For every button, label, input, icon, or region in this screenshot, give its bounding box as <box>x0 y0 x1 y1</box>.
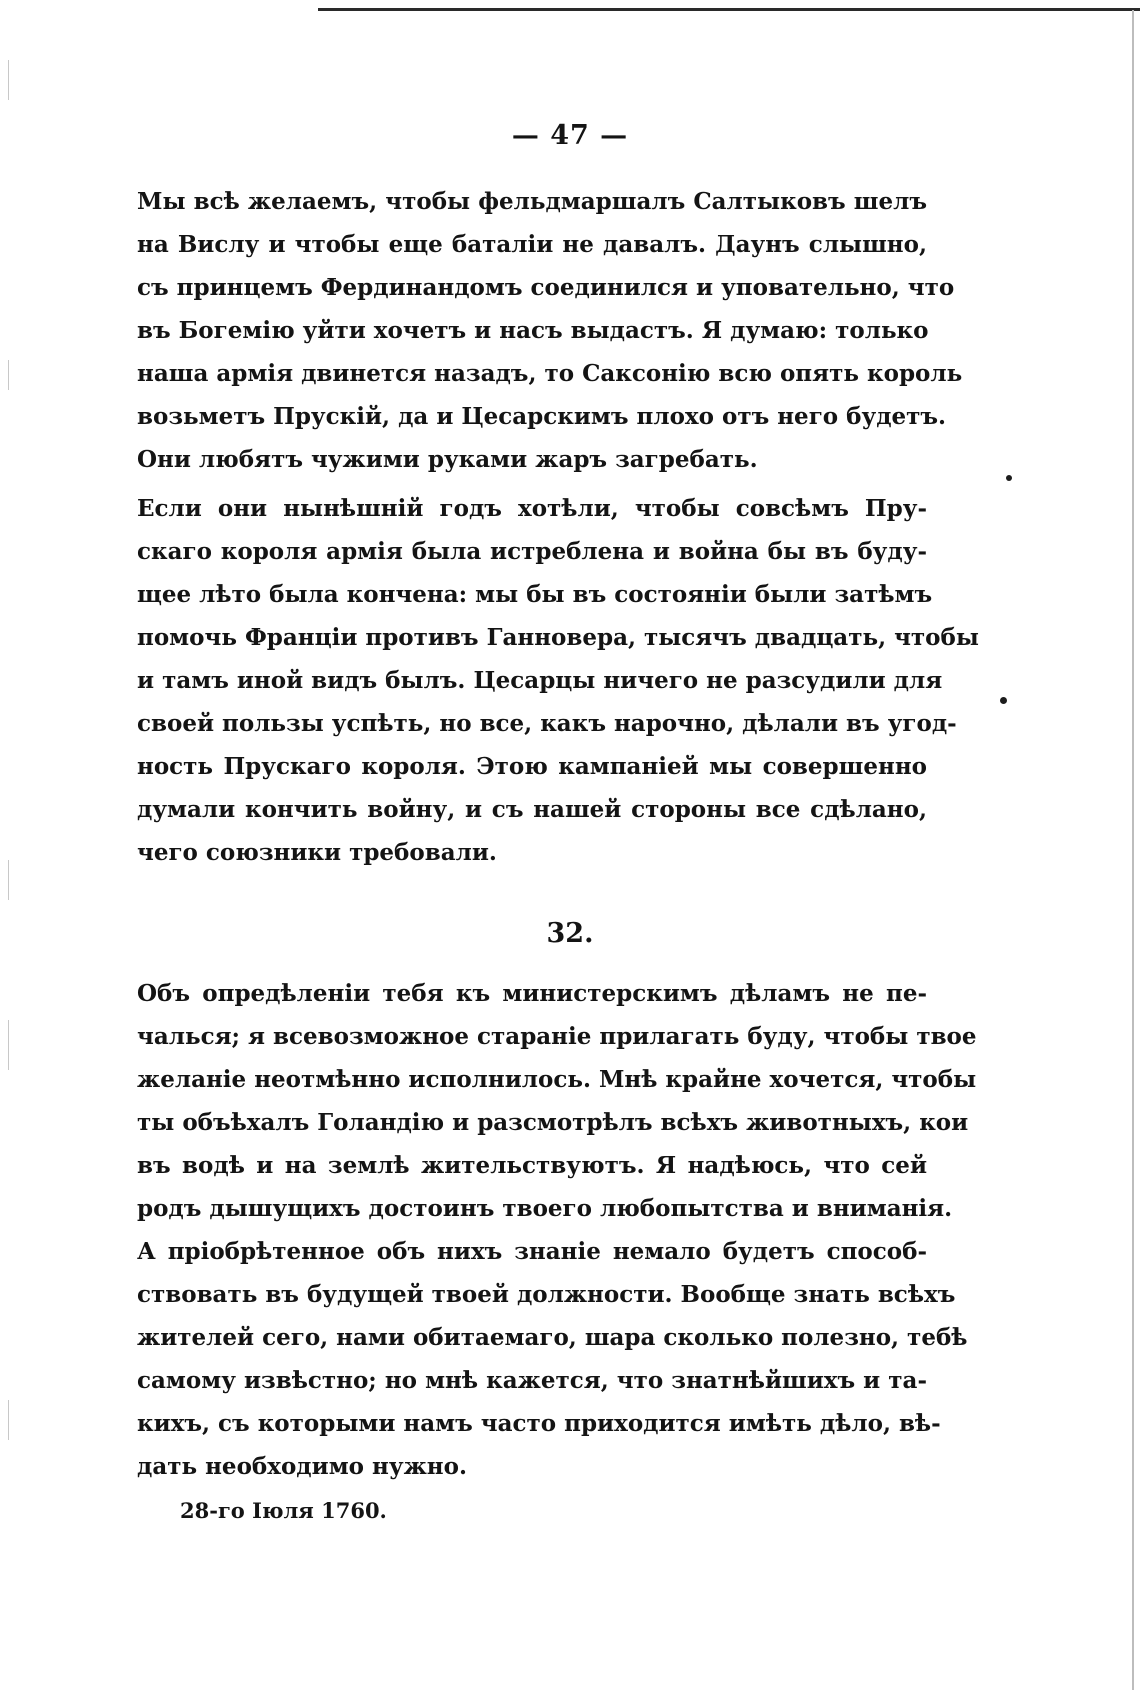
letter-31-text <box>137 180 979 874</box>
text-line: возьметъ Прускій, да и Цесарскимъ плохо отъ него будетъ. <box>137 403 947 430</box>
margin-mark <box>8 1020 9 1070</box>
text-line: жителей сего, нами обитаемаго, шара сколько полезно, тебѣ <box>137 1324 968 1351</box>
top-rule <box>318 8 1140 11</box>
margin-mark <box>8 1400 9 1440</box>
letter-number: 32. <box>546 918 594 949</box>
text-line: самому извѣстно; но мнѣ кажется, что знатнѣйшихъ и та- <box>137 1367 927 1394</box>
margin-mark <box>8 360 9 390</box>
text-line: наша армія двинется назадъ, то Саксонію всю опять король <box>137 360 963 387</box>
text-line: скаго короля армія была истреблена и война бы въ буду- <box>137 538 927 565</box>
text-line: въ водѣ и на землѣ жительствуютъ. Я надѣюсь, что сей <box>137 1152 927 1179</box>
text-line: кихъ, съ которыми намъ часто приходится имѣть дѣло, вѣ- <box>137 1410 941 1437</box>
text-line: на Вислу и чтобы еще баталіи не давалъ. Даунъ слышно, <box>137 231 927 258</box>
paragraph <box>137 180 963 481</box>
text-line: ность Прускаго короля. Этою кампаніей мы совершенно <box>137 753 927 780</box>
text-line: ствовать въ будущей твоей должности. Вообще знать всѣхъ <box>137 1281 956 1308</box>
text-line: Мы всѣ желаемъ, чтобы фельдмаршалъ Салтыковъ шелъ <box>137 188 927 215</box>
page-edge <box>1132 10 1134 1690</box>
text-line: Они любятъ чужими руками жаръ загребать. <box>137 446 758 473</box>
text-line: своей пользы успѣть, но все, какъ нарочно, дѣлали въ угод- <box>137 710 957 737</box>
text-line: А пріобрѣтенное объ нихъ знаніе немало будетъ способ- <box>137 1238 927 1265</box>
text-line: съ принцемъ Фердинандомъ соединился и уповательно, что <box>137 274 955 301</box>
page-number: — 47 — <box>511 120 629 151</box>
text-line: чалься; я всевозможное стараніе прилагать буду, чтобы твое <box>137 1023 977 1050</box>
text-line: и тамъ иной видъ былъ. Цесарцы ничего не разсудили для <box>137 667 943 694</box>
ink-speck <box>1000 697 1007 704</box>
margin-mark <box>8 860 9 900</box>
text-line: въ Богемію уйти хочетъ и насъ выдастъ. Я думаю: только <box>137 317 929 344</box>
text-line: помочь Франціи противъ Ганновера, тысячъ двадцать, чтобы <box>137 624 979 651</box>
text-line: родъ дышущихъ достоинъ твоего любопытства и вниманія. <box>137 1195 953 1222</box>
text-line: дать необходимо нужно. <box>137 1453 467 1480</box>
ink-speck <box>1006 475 1012 481</box>
text-line: чего союзники требовали. <box>137 839 497 866</box>
text-line: ты объѣхалъ Голандію и разсмотрѣлъ всѣхъ животныхъ, кои <box>137 1109 969 1136</box>
text-line: желаніе неотмѣнно исполнилось. Мнѣ крайне хочется, чтобы <box>137 1066 977 1093</box>
letter-32-text <box>137 972 977 1488</box>
text-line: щее лѣто была кончена: мы бы въ состояніи были затѣмъ <box>137 581 933 608</box>
text-line: Объ опредѣленіи тебя къ министерскимъ дѣламъ не пе- <box>137 980 927 1007</box>
letter-date: 28-го Іюля 1760. <box>180 1498 387 1523</box>
margin-mark <box>8 60 9 100</box>
text-line: Если они нынѣшній годъ хотѣли, чтобы совсѣмъ Пру- <box>137 495 927 522</box>
paragraph <box>137 487 979 874</box>
text-line: думали кончить войну, и съ нашей стороны все сдѣлано, <box>137 796 927 823</box>
